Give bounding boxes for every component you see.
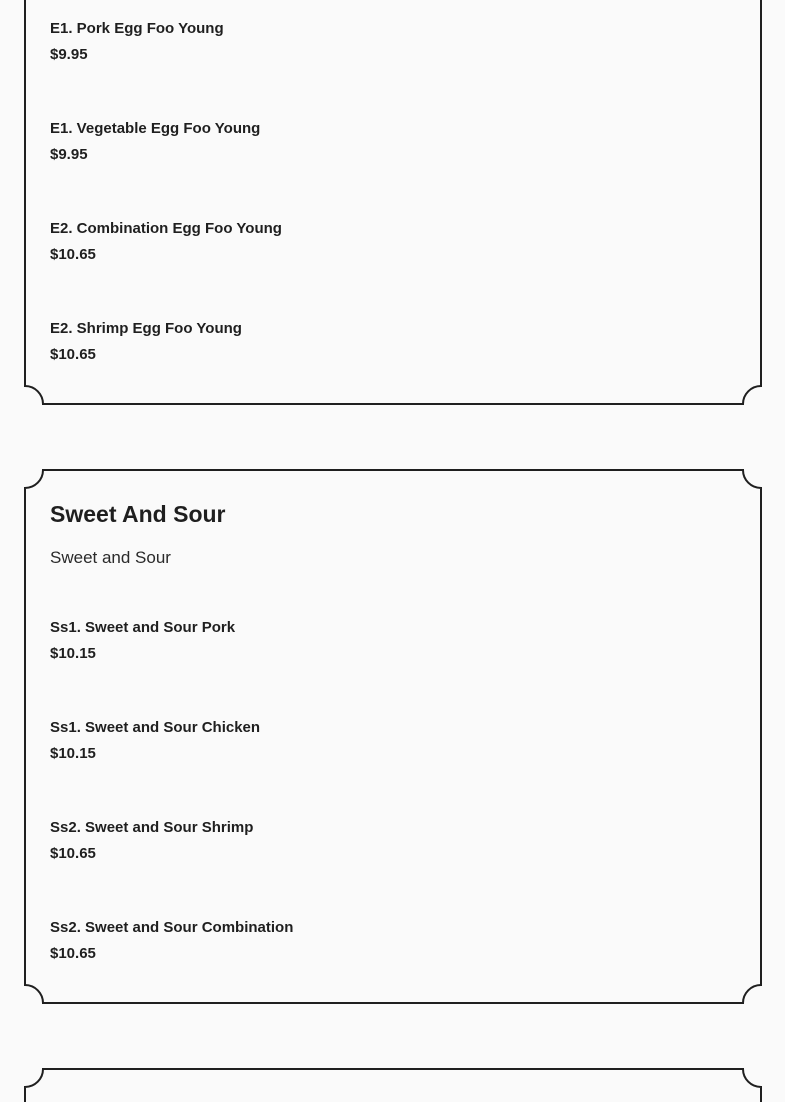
item-name: Ss1. Sweet and Sour Pork [50,619,236,636]
section-description: Sweet and Sour [50,548,171,567]
menu-section-next [24,1068,762,1102]
item-name: E2. Combination Egg Foo Young [50,220,282,237]
item-price: $9.95 [50,46,88,63]
list-item[interactable] [50,920,293,961]
item-price: $9.95 [50,146,88,163]
item-name: E1. Vegetable Egg Foo Young [50,120,261,137]
list-item[interactable] [50,820,253,861]
section-frame [24,1068,762,1102]
item-price: $10.65 [50,246,96,263]
list-item[interactable] [50,121,260,162]
item-name: E2. Shrimp Egg Foo Young [50,320,242,337]
list-item[interactable] [50,221,282,262]
item-price: $10.15 [50,645,96,662]
item-name: Ss2. Sweet and Sour Combination [50,919,294,936]
section-title: Sweet And Sour [50,501,226,527]
item-name: E1. Pork Egg Foo Young [50,20,224,37]
item-price: $10.65 [50,945,96,962]
list-item[interactable] [50,321,242,362]
item-price: $10.15 [50,745,96,762]
item-name: Ss1. Sweet and Sour Chicken [50,719,261,736]
list-item[interactable] [50,21,224,62]
list-item[interactable] [50,720,260,761]
item-price: $10.65 [50,346,96,363]
item-price: $10.65 [50,845,96,862]
menu-section-egg-foo-young [24,0,762,406]
item-name: Ss2. Sweet and Sour Shrimp [50,819,254,836]
list-item[interactable] [50,620,235,661]
menu-section-sweet-and-sour [24,469,762,1005]
